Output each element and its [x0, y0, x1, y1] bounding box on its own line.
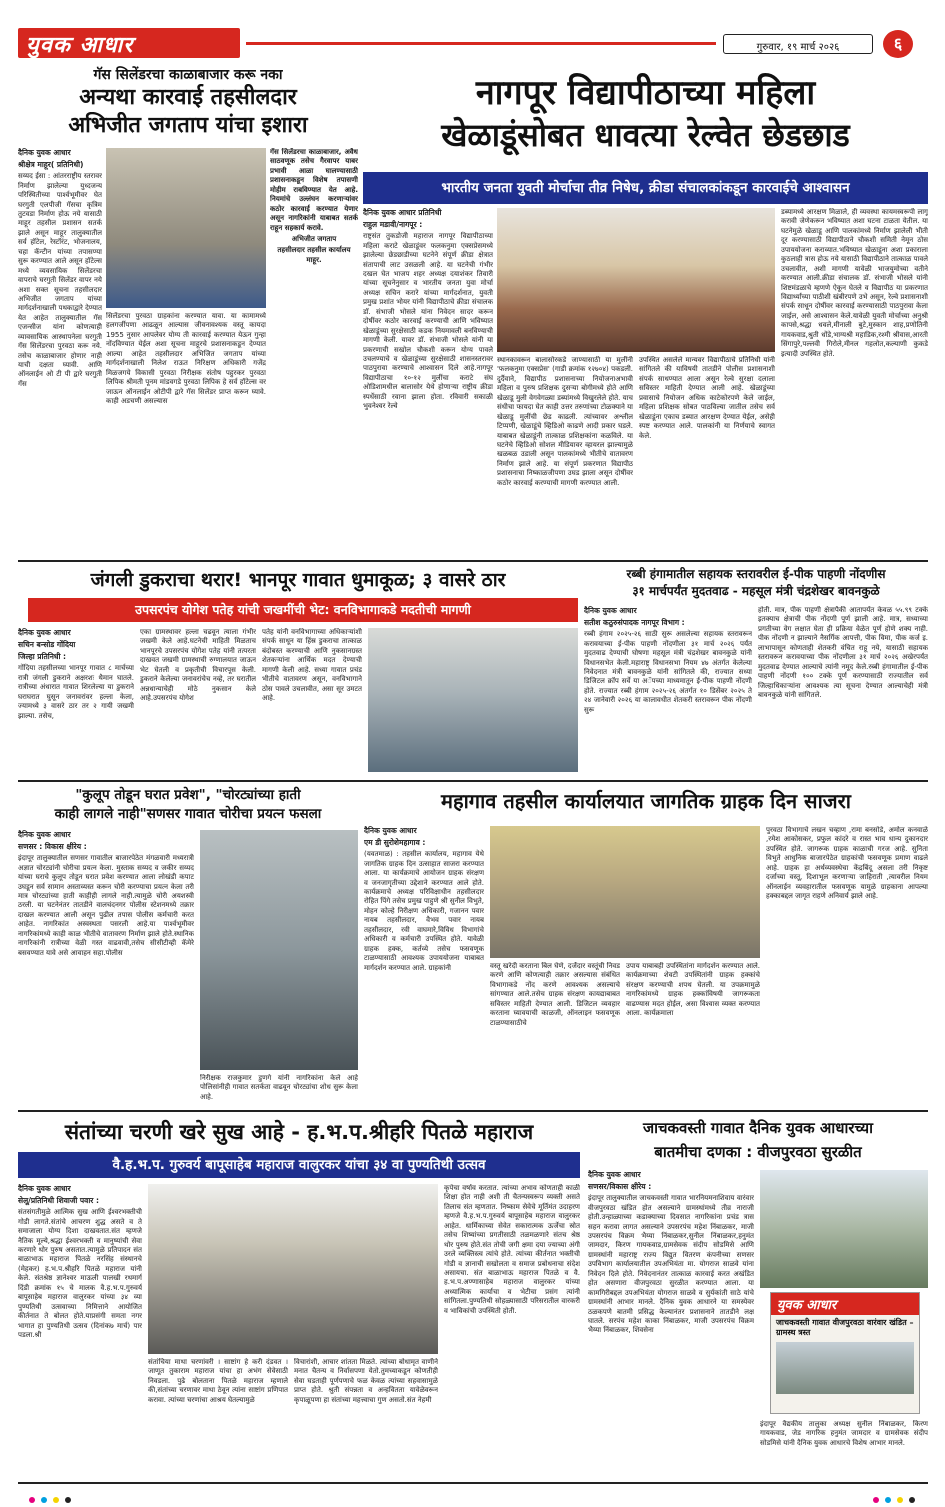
headline-line-1: अन्यथा कारवाई तहसीलदार — [79, 85, 297, 110]
newspaper-clipping — [770, 1292, 920, 1414]
page-number: ६ — [883, 30, 913, 58]
headline-line-2: काही लागले नाही"सणसर गावात चोरीचा प्रयत्न फसला — [54, 806, 322, 822]
subhead-strip: उपसरपंच योगेश पतेह यांची जखमींची भेट: वनविभागाकडे मदतीची मागणी — [28, 598, 578, 622]
subhead-strip: भारतीय जनता युवती मोर्चाचा तीव्र निषेध, क्रीडा संचालकांकडून कारवाईचे आश्वासन — [363, 172, 928, 204]
story2-col4: डब्यामध्ये आरक्षण मिळाले, ही व्यवस्था कायमस्वरूपी लागू करावी जेणेकरून भविष्यात अशा घटना टाळता येतील. या घटनेमुळे खेळाडू आणि पालकांमध्ये निर्माण झालेली भीती दूर करण्यासाठी विद्यापीठाने चौकशी समिती नेमून ठोस उपाययोजना कराव्यात.भविष्यात खेळाडूंना अशा प्रकाराला कुठलाही त्रास होऊ नये यासाठी विद्यापीठाने तात्काळ पावले उचलावीत, अशी मागणी यावेळी भाजयुमोच्या वतीने करण्यात आली.क्रीडा संचालक डॉ. संभाजी भोसले यांनी शिष्टमंडळाचे म्हणणे ऐकून घेतले व विद्यापीठ या प्रकरणात विद्यार्थ्यांच्या पाठीशी खंबीरपणे उभे असून, रेल्वे प्रशासनाशी संपर्क साधून दोषींवर कारवाई करण्यासाठी पाठपुरावा केला जाईल, असे आश्वासन केले.यावेळी युवती मोर्चाच्या अनुश्री कापसे,श्रद्धा धवले,मीनाली बुटे,मुस्कान शाह,प्रणोतिनी गायकवाड,श्रुती धोंडे,भाग्यश्री महाडिक,रश्मी श्रीवास,आरती सिंगापुरे,पल्लवी गिरोले,मीनल गहलोत,कल्याणी कुकडे इत्यादी उपस्थित होते. — [781, 208, 928, 358]
masthead — [18, 28, 928, 62]
story4-col2: होती. मात्र, पीक पाहणी क्षेत्रापैकी आतापर्यंत केवळ ५५.९९ टक्के इतक्याच क्षेत्राची पीक नोंदणी पूर्ण झाली आहे. मात्र, सध्याच्या प्रगतीच्या वेग लक्षात घेता ही प्रक्रिया वेळेत पूर्ण होणे शक्य नाही. पीक नोंदणी न झाल्याने नैसर्गिक आपत्ती, पीक विमा, पीक कर्ज इ. लाभापासून कोणताही शेतकरी वंचित राहू नये, यासाठी सहायक स्तरावरून करावयाच्या पीक नोंदणीला ३१ मार्च २०२६ अखेरपर्यंत मुदतवाढ देण्यात आल्याचे त्यांनी नमूद केले.रब्बी हंगामातील ई-पीक पाहणी नोंदणी १०० टक्के पूर्ण करण्यासाठी राज्यातील सर्व जिल्हाधिकाऱ्यांना आवश्यक त्या सूचना देण्यात आल्याचेही मंत्री बावनकुळे यांनी सांगितले. — [758, 606, 928, 699]
story6-col4: पुरवठा विभागाचे लखन चव्हाण ,रामा बनसोडे, अमोल कनवाळे ,रमेश आकोसकर, प्रफुल कांदरे व रास्त भाव धान्य दुकानदार उपस्थित होते. जागरूक ग्राहक काळाची गरज आहे. सुनिता विभुते आधुनिक बाजारपेठेत ग्राहकांची फसवणूक प्रमाण वाढले आहे. ग्राहक हा अर्थव्यवस्थेचा केंद्रबिंदू असला तरी निकृष्ट दर्जाच्या वस्तू, दिशाभूल करणाऱ्या जाहिराती ,त्यावरील नियम ऑनलाईन व्यवहारातील फसवणूक यामुळे ग्राहकाना आपल्या हक्काबद्दल जागृत राहणे अनिवार्य झाले आहे. — [766, 826, 928, 901]
dot-black — [65, 1497, 71, 1503]
masthead-logo — [18, 28, 240, 58]
story5-photo — [200, 830, 358, 1070]
clipping-logo: युवक आधार — [771, 1293, 919, 1315]
dot-cyan — [885, 1497, 891, 1503]
registration-dots-right — [870, 1488, 918, 1507]
dot-magenta — [873, 1497, 879, 1503]
clipping-photo — [776, 1342, 914, 1394]
story2-col3: उपस्थित असलेले मान्यवर विद्यापीठाचे प्रतिनिधी यांनी सांगितले की याविषयी तातडीने पोलीस प्रशासनाशी संपर्क साधण्यात आला असून रेल्वे सुरक्षा दलाला सविस्तर माहिती देण्यात आली आहे. खेळाडूंच्या प्रवासाचे नियोजन अधिक काटेकोरपणे केले जाईल, महिला प्रशिक्षक सोबत पाठविल्या जातील तसेच सर्व खेळाडूंना एकाच डब्यात आरक्षण देण्यात येईल, असेही स्पष्ट करण्यात आले. पालकांनी या निर्णयाचे स्वागत केले. — [639, 356, 775, 440]
registration-dots-left — [26, 1488, 74, 1507]
story6-photo — [490, 826, 760, 958]
story1-photo — [106, 148, 266, 308]
story2-photo — [497, 208, 775, 352]
headline-line-1: जाचकवस्ती गावात दैनिक युवक आधारच्या — [642, 1119, 874, 1137]
story3-col2: एका ग्रामस्थावर हल्ला चढवून त्याला गंभीर जखमी केले आहे.घटनेची माहिती मिळताच भानपूरचे उपसरपंच योगेश पतेह यांनी तत्परता दाखवत जखमी ग्रामस्थाची रुग्णालयात जाऊन भेट घेतली व प्रकृतीची विचारपूस केली. डुकराने केलेल्या जनावरांचेच नव्हे, तर घरातील अन्नधान्याचेही मोठे नुकसान केले आहे.उपसरपंच योगेश — [140, 628, 256, 703]
divider — [18, 780, 928, 782]
story-consumer-day — [364, 786, 928, 1106]
story1-col3: गॅस सिलेंडरचा काळाबाजार, अवैध साठवणूक तसेच गैरवापर याबर प्रभावी आळा घालण्यासाठी प्रशासनाकडून विशेष तपासणी मोहीम राबविण्यात येत आहे. नियमांचे उल्लंघन करणाऱ्यांवर कठोर कारवाई करण्यात येणार असून नागरिकांनी याबाबत सतर्क राहून सहकार्य करावे. अभिजीत जगताप तहसीलदार तहसील कार्यालय माहूर. — [270, 148, 358, 264]
story6-col3: उपाय याबाबही उपस्थितांना मार्गदर्शन करण्यात आले. कार्यक्रमाच्या शेवटी उपस्थितांनी ग्राहक हक्कांचे संरक्षण करण्याची शपथ घेतली. या उपक्रमामुळे नागरिकांमध्ये ग्राहक हक्कांविषयी जागरूकता वाढण्यास मदत होईल, असा विश्वास व्यक्त करण्यात आला. कार्यक्रमाला — [626, 962, 760, 1018]
story5-body: दैनिक युवक आधार सणसर : विकास क्षीरेय : इंदापूर तालुक्यातील सणसर गावातील बाजारपेठेत मंगळवारी मध्यरात्री अज्ञात चोरट्यांनी चोरीचा प्रयत्न केला. मुस्ताक सय्यद व जकीर सय्यद यांच्या घराचे कुलूप तोडून घरात प्रवेश करण्यात आला लोखंडी कपाट उघडून सर्व सामान अस्ताव्यस्त करून चोरी करण्याचा प्रयत्न केला तरी मात्र चोरट्यांच्या हाती काहीही लागले नाही.त्यामुळे चोरी अयशस्वी ठरली. या घटनेनंतर तातडीने वालचंदनगर पोलीस स्टेशनमध्ये तक्रार दाखल करण्यात आली असून पुढील तपास पोलीस कर्मचारी करत आहेत. नागरिकांत अस्वस्थता पसरली आहे.या पार्श्वभूमीवर नागरिकांमध्ये काही काळ भीतीचे वातावरण निर्माण झाले होते.स्थानिक नागरिकांनी रात्रीच्या वेळी गस्त वाढवावी,तसेच सीसीटीव्ही कॅमेरे बसवण्यात यावे असे आवाहन सहा.पोलीस — [18, 830, 194, 957]
dot-cyan — [41, 1497, 47, 1503]
story6-col1: दैनिक युवक आधार एम डी सुरोशेमहागाव : (यवतमाळ) : तहसील कार्यालय, महागाव येथे जागतिक ग्राहक दिन उत्साहात साजरा करण्यात आला. या कार्यक्रमाचे आयोजन ग्राहक संरक्षण व जनजागृतीच्या उद्देशाने करण्यात आले होते. कार्यक्रमाचे अध्यक्ष परिविक्षाधीन तहसीलदार रोहित पिंगे तसेच प्रमुख पाहुणे श्री सुनील विभुते, मोहन कोल्हे निरीक्षण अधिकारी, गजानन पवार नायब तहसीलदार, वैभव पवार नायब तहसीलदार, रवी वाघमारे,विविध विभागांचे अधिकारी व कर्मचारी उपस्थित होते. यावेळी ग्राहक हक्क, कर्तव्ये तसेच फसवणूक टाळण्यासाठी आवश्यक उपाययोजना याबाबत मार्गदर्शन करण्यात आले. ग्राहकांनी — [364, 826, 484, 972]
story-sansar-theft — [18, 786, 358, 1106]
logo-text: युवक आधार — [26, 33, 134, 58]
story7-photo-caption: संतांचिया माथा चरणांवरी । साष्टांग हे करी दंडवत । जाणूत तुकाराम महाराज यांचा हा अभंग सेवेसाठी निवडला. पुढे बोलताना पितळे महाराज म्हणाले की,संतांच्या चरणावर माथा ठेवून त्यांना साष्टांग प्रणिपात करावा. त्यांच्या चरणांचा आश्रय घेतल्यामुळे — [148, 1358, 288, 1404]
headline: संतांच्या चरणी खरे सुख आहे - ह.भ.प.श्रीहरि पितळे महाराज — [64, 1120, 534, 1144]
divider — [18, 1110, 928, 1112]
date-box — [723, 34, 873, 54]
story1-col1: दैनिक युवक आधार श्रीक्षेत्र माहूर( प्रतिनिधी) सय्यद ईसा : आंतरराष्ट्रीय स्तरावर निर्माण झालेल्या युध्दजन्य परिस्थितीच्या पार्श्वभूमीवर घेत घरगुती एलपीजी गॅसचा कृत्रिम तुटवडा निर्माण होऊ नये यासाठी माहूर तहसील प्रशासन सतर्क झाले असून माहूर तालुक्यातील सर्व हॉटेल, रेस्टॉरंट, भोजनालय, चहा कॅन्टीन यांच्या तपासण्या सुरू करण्यात आले असून हॉटेल्स मध्ये व्यवसायिक सिलेंडरचा वापराचे घरगुती सिलेंडर वापर नये अशा सक्त सूचना तहसीलदार अभिजीत जगताप यांच्या मार्गदर्शनाखाली पथकाद्वारे देण्यात येत आहेत तालुक्यातील गॅस एजन्सीज यांना कोणत्याही व्यावसायिक आस्थापनेला घरगुती गॅस सिलेंडरचा पुरवठा करू नये. तसेच काळाबाजार होणार नाही याची दक्षता घ्यावी. आणि ऑनलाईन ओ टी पी द्वारे घरगुती गॅस — [18, 148, 102, 388]
headline: महागाव तहसील कार्यालयात जागतिक ग्राहक दिन साजरा — [441, 789, 851, 813]
headline-line-2: ३१ मार्चपर्यंत मुदतवाढ - महसूल मंत्री चंद्रशेखर बावनकुळे — [632, 584, 880, 598]
masthead-rule — [246, 42, 716, 45]
story-gas-cylinder — [18, 66, 358, 556]
dot-yellow — [53, 1497, 59, 1503]
story7-col1: दैनिक युवक आधार सेलू/प्रतिनिधी शिवाजी पवार : संतसंगतीमुळे आत्मिक सुख आणि ईश्वरभक्तीची गोडी लागते.संतांचे आचरण शुद्ध असते व ते समाजाला योग्य दिशा दाखवतात.संत म्हणजे नैतिक मूल्ये,श्रद्धा ईश्वरभक्ती व मानुष्यांची सेवा करणारे थोर पुरुष असतात.त्यामुळे प्रतिपादन संत बाळाभाऊ महाराज पितळे नरसिंह संस्थानचे (मेहकर) ह.भ.प.श्रीहरि पितळे महाराज यांनी केले. संतश्रेष्ठ ज्ञानेश्वर माऊली पालखी रथमार्ग दिंडी क्रमांक १५ चे मालक वै.ह.भ.प.गुरुवर्य बापूसाहेब महाराज वालुरकर यांच्या ३४ व्या पुण्यतिथी उत्सवाच्या निमित्ताने आयोजित कीर्तनात ते बोलत होते.याप्रसंगी समता नगर भागात हा पुण्यतिथी उत्सव (दिनांक७ मार्च) पार पडला.श्री — [18, 1184, 142, 1339]
footer-rule — [18, 1482, 928, 1484]
kicker: गॅस सिलेंडरचा काळाबाजार करू नका — [93, 67, 283, 83]
story7-photo — [148, 1184, 438, 1354]
divider — [18, 560, 928, 562]
story8-photo — [760, 1170, 928, 1288]
story7-col4: कृपेचा वर्षाव करतात. त्यांच्या अभाव कोणताही काळी शिक्षा होत नाही अशी ती चैतन्यस्वरूप व्यक्ती असते तिलाच संत म्हणतात. निष्काम सेवेचे मूर्तिमंत उदाहरण म्हणजे वै.ह.भ.प.गुरुवर्य बापूसाहेब महाराज वालुरकर आहेत. धार्मिकाच्या सेवेत सकारात्मक ऊर्जेचा स्रोत तसेच शिष्यांच्या प्रगतीसाठी तळमळणारे संतच श्रेष्ठ थोर पुरुष होते.संत तोची जगी क्षमा दया ज्याच्या अंगी उरले व्यक्तिस्त्व त्यांचे होते. त्यांच्या कीर्तनात भक्तीची गोडी व ज्ञानाची सखोलता व समाज प्रबोधनाचा संदेश असायचा. संत बाळाभाऊ महाराज पितळे व वै. ह.भ.प.अण्णासाहेब महाराज वालुरकर यांच्या अध्यात्मिक कार्याचा व भेटीचा प्रसंग त्यांनी सांगितला.पुण्यतिथी सोहळ्यासाठी परिसरातील वारकरी व भाविकांची उपस्थिती होती. — [444, 1184, 580, 1315]
story3-col1: दैनिक युवक आधार सचिन बन्सोड गोंदिया जिल्हा प्रतिनिधी : गोंदिया तहसीलच्या भानपूर गावात ८ मार्चच्या रात्री जंगली डुकराने अक्षरशः थैमान घातले. रात्रीच्या अंधारात गावात शिरलेल्या या डुकराने घराघरात घुसून जनावरांवर हल्ला केला, ज्यामध्ये ३ वासरे ठार तर २ गायी जखमी झाल्या. तसेच, — [18, 628, 134, 720]
story4-col1: दैनिक युवक आधार सतीश कठुरुसंपादक नागपूर विभाग : रब्बी हंगाम २०२५-२६ साठी सुरू असलेल्या सहायक स्तरावरून करावयाच्या ई-पीक पाहणी नोंदणीला ३१ मार्च २०२६ पर्यंत मुदतवाढ देण्याची घोषणा महसूल मंत्री चंद्रशेखर बावनकुळे यांनी विधानसभेत केली.महाराष्ट्र विधानसभा नियम ४७ अंतर्गत केलेल्या निवेदनात मंत्री बावनकुळे यांनी सांगितले की, राज्यात सध्या डिजिटल क्रॉप सर्वे या अॅपच्या माध्यमातून ई-पीक पाहणी नोंदणी होते. राज्यात रब्बी हंगाम २०२५-२६ अंतर्गत १० डिसेंबर २०२५ ते २४ जानेवारी २०२६ या कालावधीत शेतकरी स्तरावरून पीक नोंदणी सुरू — [584, 606, 752, 714]
signature-title: तहसीलदार तहसील कार्यालय माहूर. — [277, 246, 351, 264]
story6-col2: वस्तू खरेदी करताना बिल घेणे, दर्जेदार वस्तूंची निवड करणे आणि कोणत्याही तक्रार असल्यास संबंधित विभागाकडे नोंद करणे आवश्यक असल्याचे सांगण्यात आले.तसेच ग्राहक संरक्षण कायद्याबाबत सविस्तर माहिती देण्यात आली. डिजिटल व्यवहार करताना घ्यावयाची काळजी, ऑनलाइन फसवणूक टाळण्यासाठीचे — [490, 962, 620, 1027]
story-saint-anniversary — [18, 1116, 580, 1478]
dot-black — [909, 1497, 915, 1503]
story8-photo-caption: इंदापूर वैद्यकीय तालुका अध्यक्ष सुनील निंबाळकर, किरण गायकवाड, जेड नागरिक हनुमंत जामदार व ग्रामसेवक संदीप सोडमिसे यांनी दैनिक युवक आधारचे विशेष आभार मानले. — [760, 1420, 928, 1447]
headline-line-1: "कुलूप तोडून घरात प्रवेश", "चोरट्यांच्या हाती — [75, 787, 301, 803]
headline-line-2: खेळाडूंसोबत धावत्या रेल्वेत छेडछाड — [441, 116, 850, 154]
issue-date: गुरुवार, १९ मार्च २०२६ — [756, 42, 840, 53]
clipping-headline: जाचकवस्ती गावात वीजपुरवठा वारंवार खंडित – ग्रामस्थ त्रस्त — [776, 1318, 914, 1338]
story1-photo-caption: सिलेंडरचा पुरवठा ग्राहकांना करण्यात यावा. या कामामध्ये हलगर्जीपणा आढळून आल्यास जीवनावश्यक वस्तू कायदा 1955 नुसार आपलेवर योग्य ती कारवाई करण्यात येऊन गुन्हा नोंदविण्यात येईल अशा सूचना माहूरचे प्रशासनाकडून देण्यात आल्या आहेत तहसीलदार अभिजित जगताप यांच्या मार्गदर्शनाखाली निलेश राऊत निरिक्षण अधिकारी गजेंद्र मिळजगये विकासी पुरवठा निरीक्षक संतोष पहुरकर पुरवठा लिपिक श्रीमती पूनम मांडवगडे पुरवठा लिपिक हे सर्व हॉटेल्स वर जाऊन ऑनलाईन ओटीपी द्वारे गॅस सिलेंडर प्राप्त करून घ्यावे. काही अडचणी असल्यास — [106, 312, 266, 405]
subhead-strip: वै.ह.भ.प. गुरुवर्य बापूसाहेब महाराज वालुरकर यांचा ३४ वा पुण्यतिथी उत्सव — [18, 1152, 580, 1178]
headline: जंगली डुकराचा थरार! भानपूर गावात धुमाकूळ; ३ वासरे ठार — [90, 569, 506, 591]
headline-line-2: बातमीचा दणका : वीजपुरवठा सुरळीत — [654, 1143, 862, 1161]
story2-col1: दैनिक युवक आधार प्रतिनिधी राहुल मडावी/नागपूर : राष्ट्रसंत तुकडोजी महाराज नागपूर विद्यापीठाच्या महिला कराटे खेळाडूंवर फलकनुमा एक्सप्रेसमध्ये झालेल्या छेडछाडीच्या घटनेने संपूर्ण क्रीडा क्षेत्रात संतापाची लाट उसळली आहे. या घटनेची गंभीर दखल घेत भाजप शहर अध्यक्ष दयाशंकर तिवारी यांच्या सूचनेनुसार व भारतीय जनता युवा मोर्चा अध्यक्ष सचिन करारे यांच्या मार्गदर्शनात, युवती प्रमुख प्रशांत भोयर यांनी विद्यापीठाचे क्रीडा संचालक डॉ. संभाजी भोसले यांना निवेदन सादर करून दोषींवर कठोर कारवाई करण्याची आणि भविष्यात खेळाडूंच्या सुरक्षेसाठी कडक नियमावली बनविण्याची मागणी केली. यावर डॉ. संभाजी भोसले यांनी या प्रकरणाची सखोल चौकशी करून योग्य पावले उचलण्याचे व खेळाडूंच्या सुरक्षेसाठी शासनस्तरावर पाठपुरावा करण्याचे आश्वासन दिले आहे.नागपूर विद्यापीठाचा १०-१२ मुलींचा कराटे संघ ओडिशामधील बालासोर येथे होणाऱ्या राष्ट्रीय क्रीडा स्पर्धेसाठी रवाना झाला होता. रविवारी सकाळी भुवनेश्वर रेल्वे — [363, 208, 493, 411]
story5-photo-caption: निरीक्षक राजकुमार डुणगे यांनी नागरिकांना केले आहे पोलिसांनीही गावात सतर्कता वाढवून चोरट्यांचा शोध सुरू केला आहे. — [200, 1074, 358, 1101]
headline-line-1: नागपूर विद्यापीठाच्या महिला — [475, 73, 816, 113]
headline-line-1: रब्बी हंगामातील सहायक स्तरावरील ई-पीक पाहणी नोंदणीस — [626, 567, 886, 581]
signature-name: अभिजीत जगताप — [291, 234, 337, 243]
story3-col3: पतेह यांनी वनविभागाच्या अधिकाऱ्यांशी संपर्क साधून या हिंस्र डुकराचा तात्काळ बंदोबस्त करण्याची आणि नुकसानग्रस्त शेतकऱ्यांना आर्थिक मदत देण्याची मागणी केली आहे. सध्या गावात प्रचंड भीतीचे वातावरण असून, वनविभागाने ठोस पावले उचलावीत, असा सूर उमटत आहे. — [262, 628, 362, 703]
story-power-supply — [588, 1116, 928, 1478]
headline-line-2: अभिजीत जगताप यांचा इशारा — [68, 113, 308, 138]
story3-photo — [368, 628, 578, 772]
story2-col2: स्थानकावरून बालासोरकडे जाण्यासाठी या मुलींनी 'फलकनुमा एक्सप्रेस' (गाडी क्रमांक १२७०४) पकडली. दुर्दैवाने, विद्यापीठ प्रशासनाच्या नियोजनाअभावी महिला व पुरुष प्रशिक्षक दुसऱ्या बोगीमध्ये होते आणि खेळाडू मुली वेगवेगळ्या डब्यांमध्ये विखुरलेले होते. याच संधीचा फायदा घेत काही उत्तर तरुणांच्या टोळक्याने या खेळाडू मुलींची छेड काढली. त्यांच्यावर अश्लील टिप्पणी, खेळाडूंचे व्हिडिओ काढणे आदी प्रकार घडले. याबाबत खेळाडूंनी तात्काळ प्रशिक्षकांना कळविले. या घटनेचे व्हिडिओ सोशल मीडियावर व्हायरल झाल्यामुळे खळबळ उडाली असून पालकांमध्ये भीतीचे वातावरण निर्माण झाले आहे. या संपूर्ण प्रकरणात विद्यापीठ प्रशासनाचा निष्काळजीपणा उघड झाला असून दोषींवर कठोर कारवाई करण्याची मागणी करण्यात आली. — [497, 356, 633, 487]
story-nagpur-university — [363, 72, 928, 556]
story8-col1: दैनिक युवक आधार सणसर/विकास क्षीरेय : इंदापूर तालुक्यातील जाचकवस्ती गावात भारनियमनाशिवाय वारंवार वीजपुरवठा खंडित होत असल्याने ग्रामस्थांमध्ये तीव्र नाराजी होती.उन्हाळ्याच्या कडाक्याच्या दिवसात नागरिकांना प्रचंड त्रास सहन करावा लागत असल्याने उपसरपंच महेश निंबाळकर, माजी उपसरपंच विक्रम भैय्या निंबाळकर,सुनील निंबाळकर,हनुमंत जामदार, किरण गायकवाड,ग्रामसेवक संदीप सोडमिसे आणि ग्रामस्थांनी महाराष्ट्र राज्य विद्युत वितरण कंपनीच्या सणसर उपविभाग कार्यालयातील उपअभियंता मा. योगराज साळवे यांना निवेदन दिले होते. निवेदनानंतर तात्काळ कारवाई करत अखंडित होत असणारा वीजपुरवठा सुरळीत करण्यात आला. या कामगिरीबद्दल उपअभियंता योगराज साळवे व सुर्यकांती साठे यांचे ग्रामस्थांनी आभार मानले. दैनिक युवक आधारने या समस्येवर ठळकपणे बातमी प्रसिद्ध केल्यानंतर प्रशासनाने तातडीने लक्ष घातले. सरपंच महेश काका निंबाळकर, माजी उपसरपंच विक्रम भैय्या निंबाळकर, शिवसेना — [588, 1170, 754, 1335]
dot-magenta — [29, 1497, 35, 1503]
story7-col3: विचारांशी, आचार शांतता मिळते. त्यांच्या बोधामृत वाणीने मनात चैतन्य व निर्वासपणा येतो.तुमच्याकडून कोणतीही सेवा घडताही पूर्णपणाचे फळ केवळ त्यांच्या सहवासामुळे प्राप्त होते. श्रुती संपन्नता व अन्हवितता यावेळेवरून कृपाळूपणा हा संतांच्या महत्त्वाचा गुण असतो.संत नेहमी — [294, 1358, 438, 1404]
dot-yellow — [897, 1497, 903, 1503]
story-e-peek — [584, 566, 928, 776]
story-wild-boar — [18, 566, 578, 776]
